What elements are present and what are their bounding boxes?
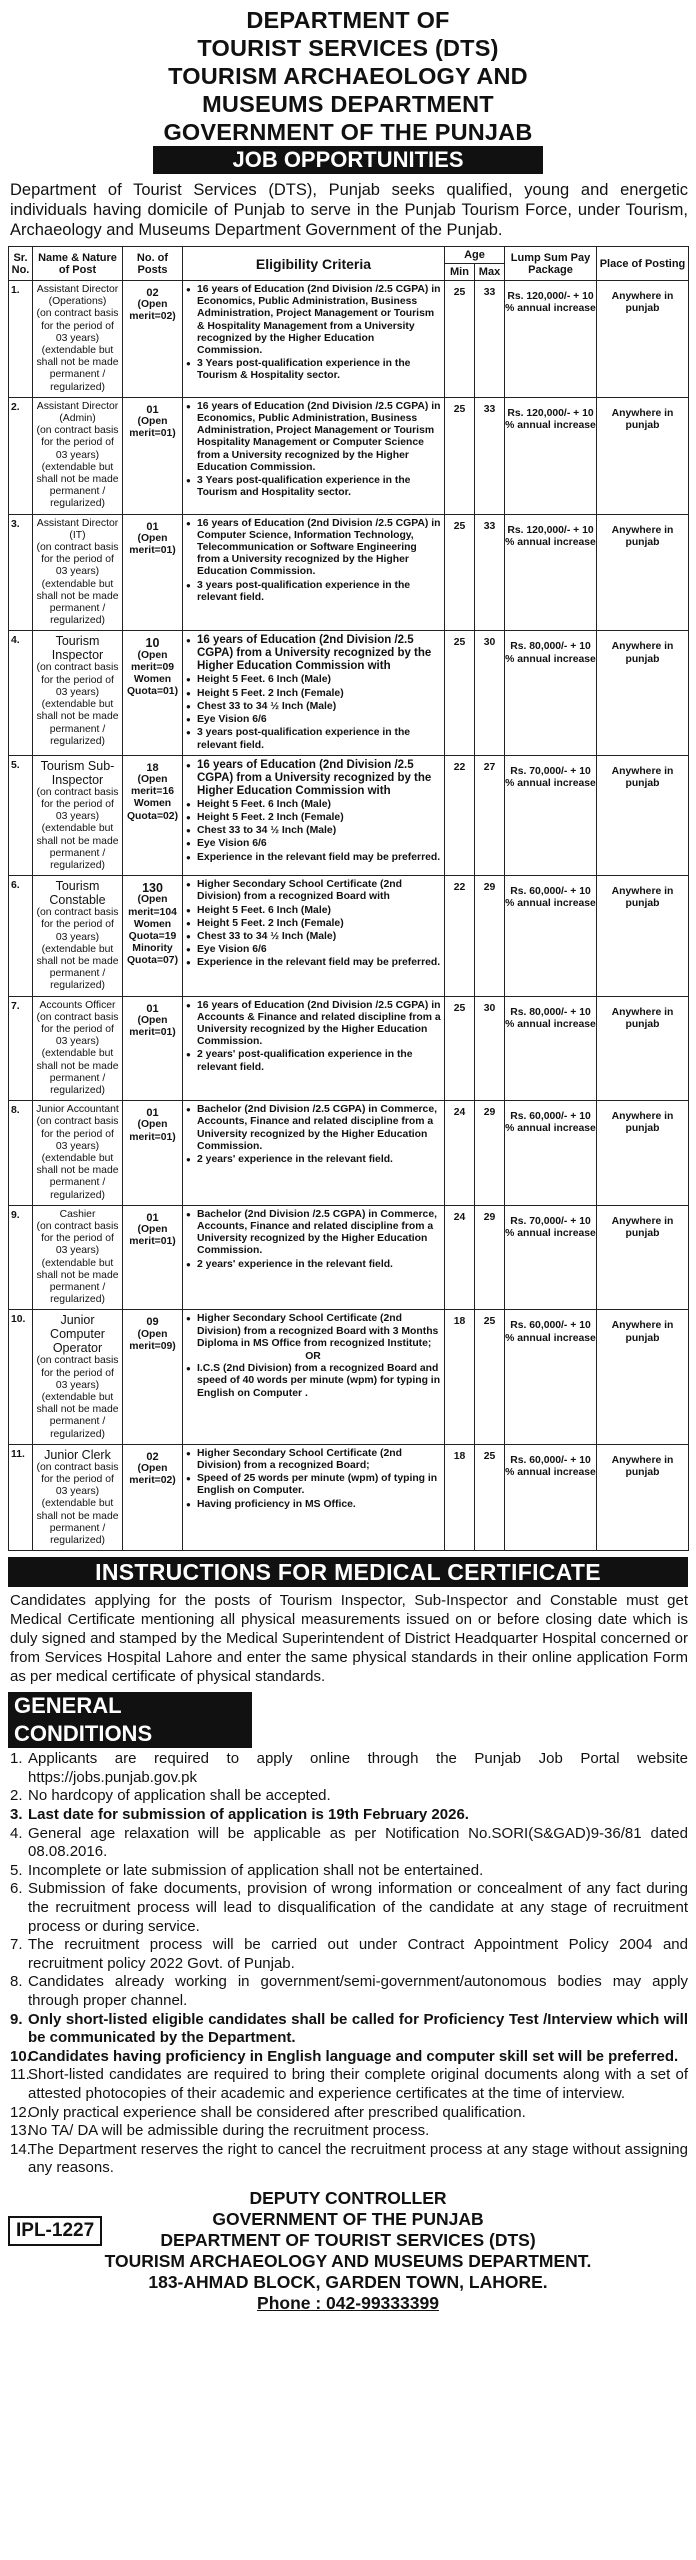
row-posts-count: 01 bbox=[146, 1211, 159, 1224]
row-pay-package: Rs. 80,000/- + 10 % annual increase bbox=[505, 631, 597, 755]
row-post-cell bbox=[33, 631, 123, 755]
row-age-max: 30 bbox=[475, 631, 505, 755]
row-post-name: Tourism Inspector bbox=[51, 634, 104, 663]
row-age-min: 25 bbox=[445, 397, 475, 514]
footer-line: GOVERNMENT OF THE PUNJAB bbox=[212, 2208, 484, 2229]
condition-item bbox=[10, 1880, 688, 1936]
row-posts-detail: (Open merit=02) bbox=[129, 299, 176, 323]
row-post-contract: (on contract basis for the period of 03 years) (extendable but shall not be made permanent / regularized) bbox=[36, 1461, 119, 1547]
criteria-item: ● Higher Secondary School Certificate (2nd Division) from a recognized Board; bbox=[185, 1448, 441, 1472]
row-post-contract: (on contract basis for the period of 03 years) (extendable but shall not be made permanent / regularized) bbox=[36, 542, 119, 627]
row-place-of-posting: Anywhere in punjab bbox=[597, 1205, 689, 1310]
row-sr-number: 3. bbox=[9, 514, 33, 631]
row-place-of-posting: Anywhere in punjab bbox=[597, 996, 689, 1101]
criteria-item: ● Chest 33 to 34 ½ Inch (Male) bbox=[185, 931, 441, 943]
row-age-max: 25 bbox=[475, 1310, 505, 1444]
footer-line: TOURISM ARCHAEOLOGY AND MUSEUMS DEPARTMENT. bbox=[104, 2250, 592, 2271]
row-post-name: Tourism Constable bbox=[49, 879, 106, 908]
criteria-item: ● Eye Vision 6/6 bbox=[185, 944, 441, 956]
jobs-table bbox=[8, 246, 689, 1551]
condition-text: Only practical experience shall be considered after prescribed qualification. bbox=[28, 2103, 526, 2121]
row-posts-detail: (Open merit=02) bbox=[129, 1463, 176, 1487]
row-pay-package: Rs. 120,000/- + 10 % annual increase bbox=[505, 514, 597, 631]
row-posts-detail: (Open merit=16 Women Quota=02) bbox=[126, 773, 179, 822]
row-pay-package: Rs. 120,000/- + 10 % annual increase bbox=[505, 397, 597, 514]
criteria-item: ● 3 years post-qualification experience in the relevant field. bbox=[185, 727, 441, 751]
row-post-name: Junior Computer Operator bbox=[50, 1313, 105, 1356]
row-posts-cell bbox=[123, 1310, 183, 1444]
criteria-item: ● Height 5 Feet. 6 Inch (Male) bbox=[185, 674, 441, 686]
row-age-min: 18 bbox=[445, 1310, 475, 1444]
row-post-cell bbox=[33, 755, 123, 875]
condition-number: 2. bbox=[10, 1787, 23, 1805]
row-post-name: Assistant Director (Admin) bbox=[36, 400, 119, 425]
row-posts-cell bbox=[123, 755, 183, 875]
criteria-item: ● Height 5 Feet. 2 Inch (Female) bbox=[185, 688, 441, 700]
row-criteria-cell bbox=[183, 1310, 445, 1444]
table-row bbox=[9, 1310, 689, 1444]
condition-text: No hardcopy of application shall be accepted. bbox=[28, 1787, 331, 1805]
criteria-list bbox=[185, 284, 441, 383]
header-line: TOURISM ARCHAEOLOGY AND bbox=[168, 63, 528, 89]
row-post-cell bbox=[33, 1444, 123, 1550]
row-age-max: 27 bbox=[475, 755, 505, 875]
row-post-contract: (on contract basis for the period of 03 years) (extendable but shall not be made permanent / regularized) bbox=[36, 308, 119, 393]
condition-number: 3. bbox=[10, 1806, 23, 1824]
row-age-max: 33 bbox=[475, 281, 505, 398]
condition-text: The Department reserves the right to cancel the recruitment process at any stage without assigning any reasons. bbox=[28, 2140, 688, 2177]
criteria-item: ● 2 years' experience in the relevant field. bbox=[185, 1259, 441, 1271]
row-post-contract: (on contract basis for the period of 03 years) (extendable but shall not be made permanent / regularized) bbox=[36, 1221, 119, 1306]
row-post-contract: (on contract basis for the period of 03 years) (extendable but shall not be made permanent / regularized) bbox=[36, 907, 119, 992]
col-header-place: Place of Posting bbox=[597, 247, 689, 281]
criteria-item: ● 16 years of Education (2nd Division /2.5 CGPA) in Economics, Public Administration, Business Administration, Project Management or Tourism Hospitality Management or Computer Science from a University recognized by the Higher Education Commission. bbox=[185, 401, 441, 474]
table-row bbox=[9, 1101, 689, 1206]
row-posts-detail: (Open merit=01) bbox=[129, 1224, 176, 1248]
row-posts-cell bbox=[123, 514, 183, 631]
row-pay-package: Rs. 60,000/- + 10 % annual increase bbox=[505, 876, 597, 996]
criteria-list bbox=[185, 1104, 441, 1166]
row-post-name: Junior Clerk bbox=[44, 1447, 111, 1462]
header-line: DEPARTMENT OF bbox=[246, 7, 450, 33]
table-row bbox=[9, 514, 689, 631]
criteria-item: ● I.C.S (2nd Division) from a recognized Board and speed of 40 words per minute (wpm) for typing in English on Computer . bbox=[185, 1363, 441, 1400]
criteria-list bbox=[185, 1448, 441, 1511]
row-posts-detail: (Open merit=09 Women Quota=01) bbox=[126, 649, 179, 698]
criteria-item: ● Bachelor (2nd Division /2.5 CGPA) in Commerce, Accounts, Finance and related discipline from a University recognized by the Higher Education Commission. bbox=[185, 1209, 441, 1258]
condition-text: Candidates having proficiency in English language and computer skill set will be preferred. bbox=[28, 2047, 679, 2065]
row-post-name: Tourism Sub- Inspector bbox=[40, 758, 115, 787]
row-pay-package: Rs. 60,000/- + 10 % annual increase bbox=[505, 1444, 597, 1550]
condition-text: Submission of fake documents, provision of wrong information or concealment of any fact during the recruitment process will lead to disqualification of the candidate at any stage of recruitment process or during service. bbox=[28, 1880, 688, 1935]
col-header-age-min: Min bbox=[445, 264, 475, 281]
row-age-max: 29 bbox=[475, 876, 505, 996]
row-criteria-cell bbox=[183, 755, 445, 875]
condition-item bbox=[10, 1973, 688, 2010]
row-posts-detail: (Open merit=01) bbox=[129, 416, 176, 440]
row-age-min: 24 bbox=[445, 1101, 475, 1206]
row-posts-count: 10 bbox=[145, 636, 160, 651]
row-criteria-cell bbox=[183, 397, 445, 514]
row-post-cell bbox=[33, 996, 123, 1101]
condition-number: 5. bbox=[10, 1861, 23, 1879]
condition-item bbox=[10, 2141, 688, 2178]
condition-item bbox=[10, 1825, 688, 1862]
condition-item bbox=[10, 2048, 688, 2067]
row-sr-number: 6. bbox=[9, 876, 33, 996]
row-posts-cell bbox=[123, 876, 183, 996]
condition-number: 6. bbox=[10, 1880, 23, 1898]
row-posts-count: 130 bbox=[142, 881, 163, 896]
row-age-min: 25 bbox=[445, 996, 475, 1101]
table-row bbox=[9, 996, 689, 1101]
condition-item bbox=[10, 2104, 688, 2123]
condition-item bbox=[10, 1862, 688, 1881]
condition-text: General age relaxation will be applicable as per Notification No.SORI(S&GAD)9-36/81 dated 08.08.2016. bbox=[28, 1824, 688, 1861]
footer-phone: Phone : 042-99333399 bbox=[257, 2292, 439, 2313]
row-age-min: 25 bbox=[445, 281, 475, 398]
condition-number: 14. bbox=[10, 2140, 31, 2158]
row-criteria-cell bbox=[183, 1444, 445, 1550]
criteria-item: ● Higher Secondary School Certificate (2nd Division) from a recognized Board with 3 Months Diploma in MS Office from recognized Institute; bbox=[185, 1313, 441, 1350]
row-posts-count: 09 bbox=[146, 1316, 159, 1329]
row-post-name: Assistant Director (Operations) bbox=[36, 284, 119, 308]
criteria-list bbox=[185, 1209, 441, 1271]
condition-text: The recruitment process will be carried out under Contract Appointment Policy 2004 and recruitment policy 2022 Govt. of Punjab. bbox=[28, 1936, 688, 1972]
row-place-of-posting: Anywhere in punjab bbox=[597, 1444, 689, 1550]
criteria-list bbox=[185, 1000, 441, 1074]
row-place-of-posting: Anywhere in punjab bbox=[597, 281, 689, 398]
condition-number: 7. bbox=[10, 1936, 23, 1954]
header-line: TOURIST SERVICES (DTS) bbox=[197, 35, 499, 61]
row-pay-package: Rs. 60,000/- + 10 % annual increase bbox=[505, 1310, 597, 1444]
condition-number: 1. bbox=[10, 1750, 23, 1768]
condition-text: Last date for submission of application is 19th February 2026. bbox=[28, 1806, 469, 1824]
row-age-min: 24 bbox=[445, 1205, 475, 1310]
row-criteria-cell bbox=[183, 281, 445, 398]
criteria-item: ● Height 5 Feet. 2 Inch (Female) bbox=[185, 918, 441, 930]
header-line: MUSEUMS DEPARTMENT bbox=[202, 91, 494, 117]
row-sr-number: 4. bbox=[9, 631, 33, 755]
row-place-of-posting: Anywhere in punjab bbox=[597, 755, 689, 875]
row-age-max: 29 bbox=[475, 1205, 505, 1310]
criteria-item: ● 16 years of Education (2nd Division /2.5 CGPA) in Economics, Public Administration, Business Administration, Project Management or Tourism & Hospitality Management from a University recognized by the Higher Education Commission. bbox=[185, 284, 441, 357]
row-age-min: 22 bbox=[445, 876, 475, 996]
row-pay-package: Rs. 60,000/- + 10 % annual increase bbox=[505, 1101, 597, 1206]
row-criteria-cell bbox=[183, 514, 445, 631]
row-age-min: 25 bbox=[445, 631, 475, 755]
criteria-item: ● 3 Years post-qualification experience in the Tourism & Hospitality sector. bbox=[185, 358, 441, 382]
col-header-criteria: Eligibility Criteria bbox=[183, 247, 445, 281]
row-post-cell bbox=[33, 1205, 123, 1310]
row-post-name: Assistant Director (IT) bbox=[36, 517, 119, 541]
row-posts-cell bbox=[123, 1444, 183, 1550]
col-header-sr: Sr. No. bbox=[9, 247, 33, 281]
intro-paragraph: Department of Tourist Services (DTS), Punjab seeks qualified, young and energetic individuals having domicile of Punjab to serve in the Punjab Tourism Force, under Tourism, Archaeology and Museums Department Government of the Punjab. bbox=[10, 181, 688, 239]
row-pay-package: Rs. 70,000/- + 10 % annual increase bbox=[505, 1205, 597, 1310]
row-posts-cell bbox=[123, 1101, 183, 1206]
col-header-pay: Lump Sum Pay Package bbox=[505, 247, 597, 281]
condition-number: 12. bbox=[10, 2103, 31, 2121]
row-sr-number: 7. bbox=[9, 996, 33, 1101]
row-post-cell bbox=[33, 876, 123, 996]
row-post-cell bbox=[33, 1310, 123, 1444]
row-posts-cell bbox=[123, 996, 183, 1101]
row-age-max: 30 bbox=[475, 996, 505, 1101]
col-header-age: Age bbox=[445, 247, 505, 264]
col-header-age-max: Max bbox=[475, 264, 505, 281]
row-place-of-posting: Anywhere in punjab bbox=[597, 876, 689, 996]
criteria-item: ● 3 years post-qualification experience in the relevant field. bbox=[185, 580, 441, 604]
criteria-item: ● 2 years' experience in the relevant field. bbox=[185, 1154, 441, 1166]
criteria-item: ● Experience in the relevant field may be preferred. bbox=[185, 852, 441, 864]
row-age-max: 29 bbox=[475, 1101, 505, 1206]
criteria-item: ● 16 years of Education (2nd Division /2.5 CGPA) in Computer Science, Information Technology, Telecommunication or Software Engineering from a University recognized by the Higher Education Commission. bbox=[185, 518, 441, 579]
row-age-max: 33 bbox=[475, 514, 505, 631]
ad-footer bbox=[0, 2188, 696, 2314]
footer-line: DEPUTY CONTROLLER bbox=[249, 2187, 447, 2208]
row-post-cell bbox=[33, 1101, 123, 1206]
row-place-of-posting: Anywhere in punjab bbox=[597, 631, 689, 755]
condition-item bbox=[10, 2011, 688, 2048]
table-row bbox=[9, 755, 689, 875]
condition-item bbox=[10, 2122, 688, 2141]
criteria-item: ● Experience in the relevant field may be preferred. bbox=[185, 957, 441, 969]
table-row bbox=[9, 281, 689, 398]
row-posts-count: 01 bbox=[146, 403, 159, 416]
row-posts-count: 01 bbox=[146, 1002, 159, 1015]
criteria-item: ● Eye Vision 6/6 bbox=[185, 838, 441, 850]
condition-text: Incomplete or late submission of application shall not be entertained. bbox=[28, 1861, 484, 1879]
row-sr-number: 11. bbox=[9, 1444, 33, 1550]
row-post-name: Junior Accountant bbox=[36, 1104, 119, 1116]
general-conditions-list bbox=[0, 1748, 696, 2178]
row-post-contract: (on contract basis for the period of 03 years) (extendable but shall not be made permanent / regularized) bbox=[36, 1355, 119, 1440]
row-place-of-posting: Anywhere in punjab bbox=[597, 514, 689, 631]
condition-item bbox=[10, 2066, 688, 2103]
row-place-of-posting: Anywhere in punjab bbox=[597, 1310, 689, 1444]
ad-header bbox=[0, 0, 696, 174]
row-post-cell bbox=[33, 281, 123, 398]
condition-text: Applicants are required to apply online through the Punjab Job Portal website https://jobs.punjab.gov.pk bbox=[28, 1750, 688, 1786]
row-posts-count: 02 bbox=[146, 287, 159, 299]
criteria-item: ● Height 5 Feet. 6 Inch (Male) bbox=[185, 799, 441, 811]
condition-number: 10. bbox=[10, 2047, 31, 2065]
condition-number: 8. bbox=[10, 1973, 23, 1991]
row-posts-count: 02 bbox=[146, 1450, 159, 1463]
row-posts-detail: (Open merit=09) bbox=[129, 1328, 176, 1352]
condition-text: No TA/ DA will be admissible during the recruitment process. bbox=[28, 2122, 430, 2140]
table-row bbox=[9, 397, 689, 514]
table-row bbox=[9, 876, 689, 996]
row-sr-number: 1. bbox=[9, 281, 33, 398]
medical-instructions-banner: INSTRUCTIONS FOR MEDICAL CERTIFICATE bbox=[8, 1557, 688, 1587]
row-age-min: 22 bbox=[445, 755, 475, 875]
criteria-item: ● Bachelor (2nd Division /2.5 CGPA) in Commerce, Accounts, Finance and related discipline from a University recognized by the Higher Education Commission. bbox=[185, 1104, 441, 1153]
row-sr-number: 10. bbox=[9, 1310, 33, 1444]
condition-text: Only short-listed eligible candidates shall be called for Proficiency Test /Interview which will be communicated by the Department. bbox=[28, 2010, 688, 2047]
criteria-item: ● Height 5 Feet. 2 Inch (Female) bbox=[185, 812, 441, 824]
row-age-max: 33 bbox=[475, 397, 505, 514]
criteria-item: ● 2 years' post-qualification experience in the relevant field. bbox=[185, 1049, 441, 1073]
row-pay-package: Rs. 120,000/- + 10 % annual increase bbox=[505, 281, 597, 398]
table-row bbox=[9, 1205, 689, 1310]
footer-line: 183-AHMAD BLOCK, GARDEN TOWN, LAHORE. bbox=[148, 2271, 548, 2292]
row-age-min: 25 bbox=[445, 514, 475, 631]
criteria-list bbox=[185, 401, 441, 500]
row-post-cell bbox=[33, 397, 123, 514]
condition-item bbox=[10, 1787, 688, 1806]
row-posts-count: 18 bbox=[146, 761, 159, 774]
row-age-max: 25 bbox=[475, 1444, 505, 1550]
col-header-post-name: Name & Nature of Post bbox=[33, 247, 123, 281]
medical-instructions-text: Candidates applying for the posts of Tourism Inspector, Sub-Inspector and Constable must get Medical Certificate mentioning all physical measurements issued on or before closing date which is duly signed and stamped by the Medical Superintendent of District Headquarter Hospital concerned or from Services Hospital Lahore and enter the same physical standards in their online application Form as per medical certificate of physical standards. bbox=[10, 1592, 688, 1686]
criteria-item: ● 3 Years post-qualification experience in the Tourism and Hospitality sector. bbox=[185, 475, 441, 499]
criteria-item: ● Chest 33 to 34 ½ Inch (Male) bbox=[185, 825, 441, 837]
criteria-list bbox=[185, 634, 441, 751]
criteria-item: ● Higher Secondary School Certificate (2nd Division) from a recognized Board with bbox=[185, 879, 441, 903]
criteria-item: ● Having proficiency in MS Office. bbox=[185, 1499, 441, 1511]
condition-text: Candidates already working in government/semi-government/autonomous bodies may apply through proper channel. bbox=[28, 1973, 688, 2009]
ipl-number: IPL-1227 bbox=[8, 2216, 102, 2246]
criteria-list bbox=[185, 759, 441, 864]
criteria-item: ● Height 5 Feet. 6 Inch (Male) bbox=[185, 905, 441, 917]
condition-item bbox=[10, 1806, 688, 1825]
row-posts-cell bbox=[123, 397, 183, 514]
col-header-posts: No. of Posts bbox=[123, 247, 183, 281]
criteria-item: ● 16 years of Education (2nd Division /2.5 CGPA) from a University recognized by the Higher Education Commission with bbox=[185, 759, 441, 798]
row-posts-count: 01 bbox=[146, 520, 159, 533]
row-place-of-posting: Anywhere in punjab bbox=[597, 397, 689, 514]
row-sr-number: 5. bbox=[9, 755, 33, 875]
row-age-min: 18 bbox=[445, 1444, 475, 1550]
condition-number: 4. bbox=[10, 1824, 23, 1842]
footer-line: DEPARTMENT OF TOURIST SERVICES (DTS) bbox=[160, 2229, 536, 2250]
row-pay-package: Rs. 80,000/- + 10 % annual increase bbox=[505, 996, 597, 1101]
row-sr-number: 2. bbox=[9, 397, 33, 514]
row-sr-number: 8. bbox=[9, 1101, 33, 1206]
condition-item bbox=[10, 1936, 688, 1973]
row-post-name: Accounts Officer bbox=[39, 999, 116, 1011]
row-posts-detail: (Open merit=01) bbox=[129, 1119, 176, 1143]
criteria-list bbox=[185, 879, 441, 969]
job-opportunities-banner: JOB OPPORTUNITIES bbox=[153, 146, 543, 174]
row-posts-cell bbox=[123, 281, 183, 398]
row-posts-detail: (Open merit=01) bbox=[129, 1014, 176, 1038]
row-post-contract: (on contract basis for the period of 03 years) (extendable but shall not be made permanent / regularized) bbox=[36, 1011, 119, 1096]
row-post-cell bbox=[33, 514, 123, 631]
row-sr-number: 9. bbox=[9, 1205, 33, 1310]
condition-number: 13. bbox=[10, 2122, 31, 2140]
row-criteria-cell bbox=[183, 1101, 445, 1206]
criteria-item: ● Chest 33 to 34 ½ Inch (Male) bbox=[185, 701, 441, 713]
table-row bbox=[9, 631, 689, 755]
row-post-contract: (on contract basis for the period of 03 years) (extendable but shall not be made permanent / regularized) bbox=[36, 786, 119, 871]
row-post-contract: (on contract basis for the period of 03 years) (extendable but shall not be made permanent / regularized) bbox=[36, 1116, 119, 1201]
condition-item bbox=[10, 1750, 688, 1787]
row-criteria-cell bbox=[183, 631, 445, 755]
header-line: GOVERNMENT OF THE PUNJAB bbox=[163, 119, 533, 145]
row-posts-detail: (Open merit=01) bbox=[129, 532, 176, 557]
condition-number: 11. bbox=[10, 2066, 30, 2084]
row-pay-package: Rs. 70,000/- + 10 % annual increase bbox=[505, 755, 597, 875]
criteria-item: ● Eye Vision 6/6 bbox=[185, 714, 441, 726]
row-place-of-posting: Anywhere in punjab bbox=[597, 1101, 689, 1206]
row-criteria-cell bbox=[183, 876, 445, 996]
criteria-item: ● Speed of 25 words per minute (wpm) of typing in English on Computer. bbox=[185, 1473, 441, 1497]
criteria-list bbox=[185, 518, 441, 604]
jobs-table-body bbox=[9, 281, 689, 1551]
criteria-list bbox=[185, 1313, 441, 1399]
row-posts-detail: (Open merit=104 Women Quota=19 Minority Quota=07) bbox=[126, 894, 179, 967]
condition-text: Short-listed candidates are required to bring their complete original documents along with a set of attested photocopies of their academic and experience certificates at the time of interview. bbox=[28, 2066, 688, 2102]
table-row bbox=[9, 1444, 689, 1550]
row-post-contract: (on contract basis for the period of 03 years) (extendable but shall not be made permanent / regularized) bbox=[36, 425, 119, 510]
condition-number: 9. bbox=[10, 2010, 23, 2028]
general-conditions-banner: GENERAL CONDITIONS bbox=[8, 1692, 252, 1748]
row-posts-cell bbox=[123, 1205, 183, 1310]
row-posts-cell bbox=[123, 631, 183, 755]
row-post-contract: (on contract basis for the period of 03 years) (extendable but shall not be made permanent / regularized) bbox=[36, 662, 119, 747]
criteria-item: ● 16 years of Education (2nd Division /2.5 CGPA) in Accounts & Finance and related discipline from a University recognized by the Higher Education Commission. bbox=[185, 1000, 441, 1049]
row-criteria-cell bbox=[183, 996, 445, 1101]
row-posts-count: 01 bbox=[146, 1107, 159, 1120]
criteria-item: ● 16 years of Education (2nd Division /2.5 CGPA) from a University recognized by the Higher Education Commission with bbox=[185, 634, 441, 673]
row-criteria-cell bbox=[183, 1205, 445, 1310]
criteria-or: OR bbox=[305, 1351, 321, 1363]
row-post-name: Cashier bbox=[59, 1208, 96, 1220]
